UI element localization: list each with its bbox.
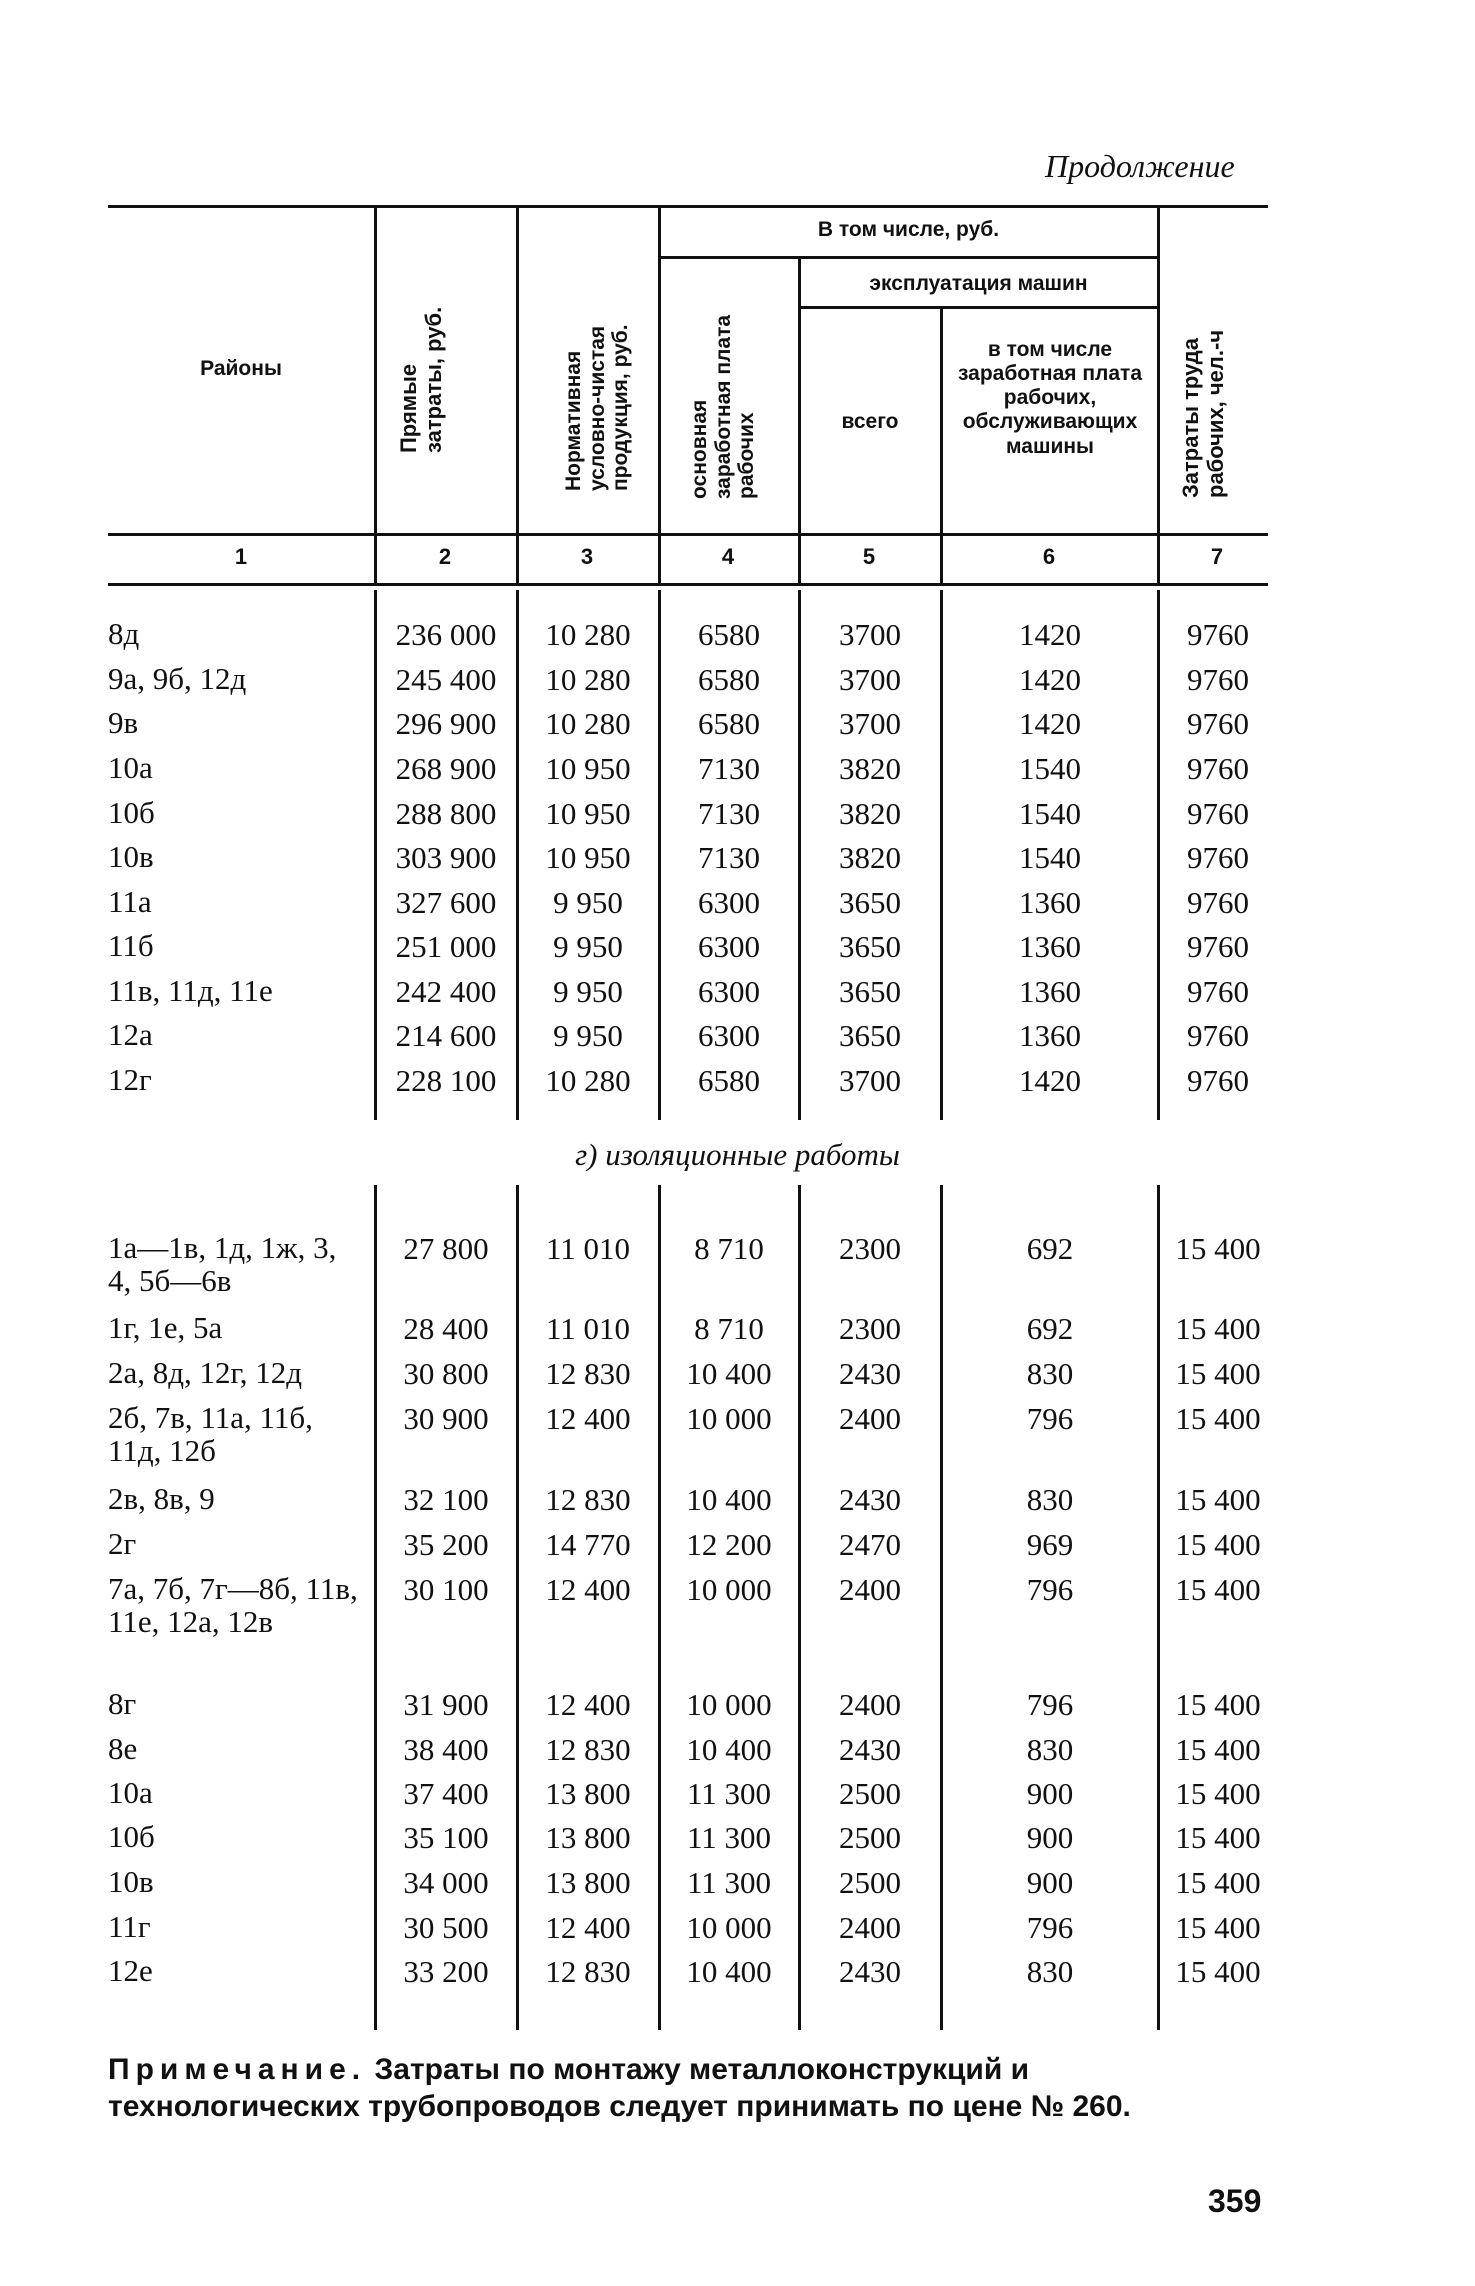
value-cell: 3700: [839, 706, 901, 741]
value-cell: 214 600: [395, 1018, 497, 1053]
header-bottom-rule: [108, 533, 1268, 536]
continuation-label: Продолжение: [1045, 148, 1235, 184]
value-cell: 796: [1026, 1572, 1074, 1607]
body-vline: [798, 1185, 801, 2030]
value-cell: 15 400: [1175, 1482, 1261, 1517]
value-cell: 2500: [839, 1865, 901, 1900]
value-cell: 2430: [839, 1954, 901, 1989]
value-cell: 35 100: [403, 1820, 489, 1855]
value-cell: 15 400: [1175, 1687, 1261, 1722]
value-cell: 2400: [839, 1572, 901, 1607]
value-cell: 3820: [839, 840, 901, 875]
value-cell: 15 400: [1175, 1401, 1261, 1436]
district-cell: 2а, 8д, 12г, 12д: [108, 1355, 303, 1390]
value-cell: 327 600: [395, 885, 497, 920]
value-cell: 2470: [839, 1527, 901, 1562]
value-cell: 10 000: [686, 1401, 772, 1436]
value-cell: 3650: [839, 974, 901, 1009]
header-base-wage: основная заработная плата рабочих: [688, 314, 759, 499]
value-cell: 9760: [1187, 751, 1249, 786]
value-cell: 12 830: [545, 1732, 631, 1767]
col-number-1: 1: [234, 544, 248, 569]
value-cell: 6580: [698, 1063, 760, 1098]
value-cell: 2400: [839, 1910, 901, 1945]
value-cell: 2500: [839, 1776, 901, 1811]
value-cell: 9760: [1187, 796, 1249, 831]
value-cell: 6580: [698, 706, 760, 741]
header-top-rule: [108, 205, 1268, 208]
body-vline: [374, 590, 377, 1120]
value-cell: 15 400: [1175, 1776, 1261, 1811]
value-cell: 268 900: [395, 751, 497, 786]
value-cell: 10 400: [686, 1732, 772, 1767]
value-cell: 14 770: [545, 1527, 631, 1562]
value-cell: 2300: [839, 1231, 901, 1266]
value-cell: 15 400: [1175, 1311, 1261, 1346]
header-machine-operation: эксплуатация машин: [869, 272, 1088, 295]
value-cell: 7130: [698, 796, 760, 831]
value-cell: 1360: [1019, 885, 1081, 920]
header-normative-product: Нормативная условно-чистая продукция, руб.: [562, 324, 633, 491]
district-cell: 8е: [108, 1731, 138, 1766]
district-cell: 10б: [108, 1819, 155, 1854]
value-cell: 1540: [1019, 751, 1081, 786]
header-vline: [1157, 205, 1160, 583]
value-cell: 10 280: [545, 617, 631, 652]
district-cell: 10б: [108, 795, 155, 830]
district-cell: 1г, 1е, 5а: [108, 1310, 223, 1345]
value-cell: 830: [1026, 1356, 1074, 1391]
value-cell: 7130: [698, 840, 760, 875]
value-cell: 15 400: [1175, 1231, 1261, 1266]
value-cell: 35 200: [403, 1527, 489, 1562]
value-cell: 33 200: [403, 1954, 489, 1989]
value-cell: 9760: [1187, 929, 1249, 964]
value-cell: 3820: [839, 796, 901, 831]
district-cell: 11в, 11д, 11е: [108, 973, 273, 1008]
value-cell: 12 830: [545, 1356, 631, 1391]
value-cell: 9760: [1187, 1063, 1249, 1098]
value-cell: 9760: [1187, 974, 1249, 1009]
value-cell: 11 300: [686, 1820, 772, 1855]
value-cell: 2400: [839, 1401, 901, 1436]
value-cell: 3700: [839, 662, 901, 697]
value-cell: 15 400: [1175, 1865, 1261, 1900]
district-cell: 2б, 7в, 11а, 11б, 11д, 12б: [108, 1400, 313, 1469]
value-cell: 6300: [698, 885, 760, 920]
value-cell: 30 500: [403, 1910, 489, 1945]
section2-title: г) изоляционные работы: [575, 1137, 900, 1172]
value-cell: 2500: [839, 1820, 901, 1855]
value-cell: 38 400: [403, 1732, 489, 1767]
value-cell: 15 400: [1175, 1572, 1261, 1607]
value-cell: 9760: [1187, 885, 1249, 920]
footnote-label: Примечание.: [108, 2053, 367, 2086]
value-cell: 6300: [698, 1018, 760, 1053]
value-cell: 245 400: [395, 662, 497, 697]
district-cell: 11а: [108, 884, 152, 919]
value-cell: 242 400: [395, 974, 497, 1009]
value-cell: 13 800: [545, 1776, 631, 1811]
value-cell: 10 400: [686, 1356, 772, 1391]
value-cell: 11 300: [686, 1865, 772, 1900]
value-cell: 1420: [1019, 617, 1081, 652]
value-cell: 3650: [839, 1018, 901, 1053]
value-cell: 12 400: [545, 1401, 631, 1436]
district-cell: 12е: [108, 1953, 153, 1988]
value-cell: 11 300: [686, 1776, 772, 1811]
subgroup-rule: [800, 306, 1157, 309]
value-cell: 900: [1026, 1865, 1074, 1900]
body-vline: [516, 590, 519, 1120]
value-cell: 8 710: [694, 1231, 764, 1266]
value-cell: 296 900: [395, 706, 497, 741]
district-cell: 7а, 7б, 7г—8б, 11в, 11е, 12а, 12в: [108, 1571, 358, 1640]
footnote-text: Затраты по монтажу металлоконструкций и технологических трубопроводов следует принимать по цене № 260.: [108, 2053, 1131, 2123]
value-cell: 830: [1026, 1954, 1074, 1989]
body-vline: [798, 590, 801, 1120]
value-cell: 2300: [839, 1311, 901, 1346]
value-cell: 9 950: [553, 885, 623, 920]
group-rule: [660, 256, 1157, 259]
col-number-5: 5: [862, 544, 876, 569]
value-cell: 10 280: [545, 662, 631, 697]
district-cell: 10а: [108, 750, 153, 785]
value-cell: 3650: [839, 885, 901, 920]
footnote: [108, 2052, 1268, 2125]
value-cell: 11 010: [545, 1231, 631, 1266]
body-vline: [940, 590, 943, 1120]
district-cell: 9в: [108, 705, 139, 740]
value-cell: 10 400: [686, 1954, 772, 1989]
district-cell: 8г: [108, 1686, 137, 1721]
page-number: 359: [1208, 2183, 1262, 2219]
value-cell: 1540: [1019, 796, 1081, 831]
district-cell: 2г: [108, 1526, 137, 1561]
value-cell: 796: [1026, 1910, 1074, 1945]
header-vline: [658, 205, 661, 583]
value-cell: 37 400: [403, 1776, 489, 1811]
value-cell: 15 400: [1175, 1954, 1261, 1989]
value-cell: 2400: [839, 1687, 901, 1722]
value-cell: 3650: [839, 929, 901, 964]
value-cell: 28 400: [403, 1311, 489, 1346]
value-cell: 1360: [1019, 1018, 1081, 1053]
value-cell: 10 950: [545, 751, 631, 786]
value-cell: 6580: [698, 662, 760, 697]
value-cell: 3700: [839, 617, 901, 652]
value-cell: 15 400: [1175, 1910, 1261, 1945]
value-cell: 11 010: [545, 1311, 631, 1346]
value-cell: 1420: [1019, 706, 1081, 741]
value-cell: 10 950: [545, 796, 631, 831]
value-cell: 12 200: [686, 1527, 772, 1562]
value-cell: 1540: [1019, 840, 1081, 875]
value-cell: 27 800: [403, 1231, 489, 1266]
header-vline: [374, 205, 377, 583]
value-cell: 228 100: [395, 1063, 497, 1098]
value-cell: 6300: [698, 929, 760, 964]
col-number-2: 2: [438, 544, 452, 569]
value-cell: 830: [1026, 1732, 1074, 1767]
value-cell: 12 400: [545, 1572, 631, 1607]
value-cell: 12 400: [545, 1687, 631, 1722]
value-cell: 15 400: [1175, 1356, 1261, 1391]
header-vline: [516, 205, 519, 583]
value-cell: 969: [1026, 1527, 1074, 1562]
value-cell: 9760: [1187, 840, 1249, 875]
value-cell: 236 000: [395, 617, 497, 652]
district-cell: 1а—1в, 1д, 1ж, 3, 4, 5б—6в: [108, 1230, 337, 1299]
value-cell: 10 000: [686, 1572, 772, 1607]
value-cell: 30 900: [403, 1401, 489, 1436]
district-cell: 10в: [108, 1864, 154, 1899]
value-cell: 12 830: [545, 1482, 631, 1517]
value-cell: 9760: [1187, 662, 1249, 697]
district-cell: 12а: [108, 1017, 153, 1052]
value-cell: 3820: [839, 751, 901, 786]
district-cell: 11б: [108, 928, 154, 963]
value-cell: 288 800: [395, 796, 497, 831]
value-cell: 1360: [1019, 929, 1081, 964]
value-cell: 30 800: [403, 1356, 489, 1391]
value-cell: 10 000: [686, 1910, 772, 1945]
value-cell: 830: [1026, 1482, 1074, 1517]
district-cell: 11г: [108, 1909, 151, 1944]
header-operator-wage: в том числе заработная плата рабочих, обслуживающих машины: [957, 338, 1143, 458]
district-cell: 10в: [108, 839, 154, 874]
value-cell: 3700: [839, 1063, 901, 1098]
value-cell: 12 400: [545, 1910, 631, 1945]
value-cell: 692: [1026, 1311, 1074, 1346]
body-vline: [374, 1185, 377, 2030]
value-cell: 32 100: [403, 1482, 489, 1517]
value-cell: 15 400: [1175, 1820, 1261, 1855]
value-cell: 9 950: [553, 974, 623, 1009]
value-cell: 7130: [698, 751, 760, 786]
header-districts: Районы: [200, 357, 282, 380]
district-cell: 9а, 9б, 12д: [108, 661, 247, 696]
body-vline: [516, 1185, 519, 2030]
value-cell: 30 100: [403, 1572, 489, 1607]
value-cell: 796: [1026, 1401, 1074, 1436]
district-cell: 12г: [108, 1062, 152, 1097]
col-number-4: 4: [721, 544, 735, 569]
col-number-7: 7: [1210, 544, 1224, 569]
value-cell: 15 400: [1175, 1732, 1261, 1767]
header-group-label: В том числе, руб.: [817, 218, 1000, 241]
value-cell: 10 400: [686, 1482, 772, 1517]
value-cell: 15 400: [1175, 1527, 1261, 1562]
value-cell: 692: [1026, 1231, 1074, 1266]
value-cell: 900: [1026, 1776, 1074, 1811]
header-vline: [940, 308, 943, 583]
value-cell: 9760: [1187, 706, 1249, 741]
value-cell: 6300: [698, 974, 760, 1009]
value-cell: 31 900: [403, 1687, 489, 1722]
header-labor-costs: Затраты труда рабочих, чел.-ч: [1178, 329, 1228, 498]
value-cell: 8 710: [694, 1311, 764, 1346]
col-number-6: 6: [1042, 544, 1056, 569]
body-vline: [940, 1185, 943, 2030]
value-cell: 1420: [1019, 662, 1081, 697]
col-number-3: 3: [580, 544, 594, 569]
header-direct-costs: Прямые затраты, руб.: [396, 306, 446, 453]
value-cell: 900: [1026, 1820, 1074, 1855]
value-cell: 2430: [839, 1356, 901, 1391]
value-cell: 2430: [839, 1732, 901, 1767]
value-cell: 9 950: [553, 1018, 623, 1053]
value-cell: 796: [1026, 1687, 1074, 1722]
value-cell: 1360: [1019, 974, 1081, 1009]
value-cell: 9 950: [553, 929, 623, 964]
district-cell: 2в, 8в, 9: [108, 1481, 215, 1516]
value-cell: 9760: [1187, 617, 1249, 652]
value-cell: 303 900: [395, 840, 497, 875]
value-cell: 10 280: [545, 1063, 631, 1098]
value-cell: 13 800: [545, 1865, 631, 1900]
value-cell: 251 000: [395, 929, 497, 964]
numbers-bottom-rule: [108, 583, 1268, 586]
header-total: всего: [841, 410, 899, 433]
value-cell: 1420: [1019, 1063, 1081, 1098]
value-cell: 12 830: [545, 1954, 631, 1989]
value-cell: 6580: [698, 617, 760, 652]
value-cell: 10 000: [686, 1687, 772, 1722]
value-cell: 13 800: [545, 1820, 631, 1855]
value-cell: 10 950: [545, 840, 631, 875]
value-cell: 10 280: [545, 706, 631, 741]
value-cell: 2430: [839, 1482, 901, 1517]
district-cell: 10а: [108, 1775, 153, 1810]
value-cell: 34 000: [403, 1865, 489, 1900]
district-cell: 8д: [108, 616, 140, 651]
value-cell: 9760: [1187, 1018, 1249, 1053]
